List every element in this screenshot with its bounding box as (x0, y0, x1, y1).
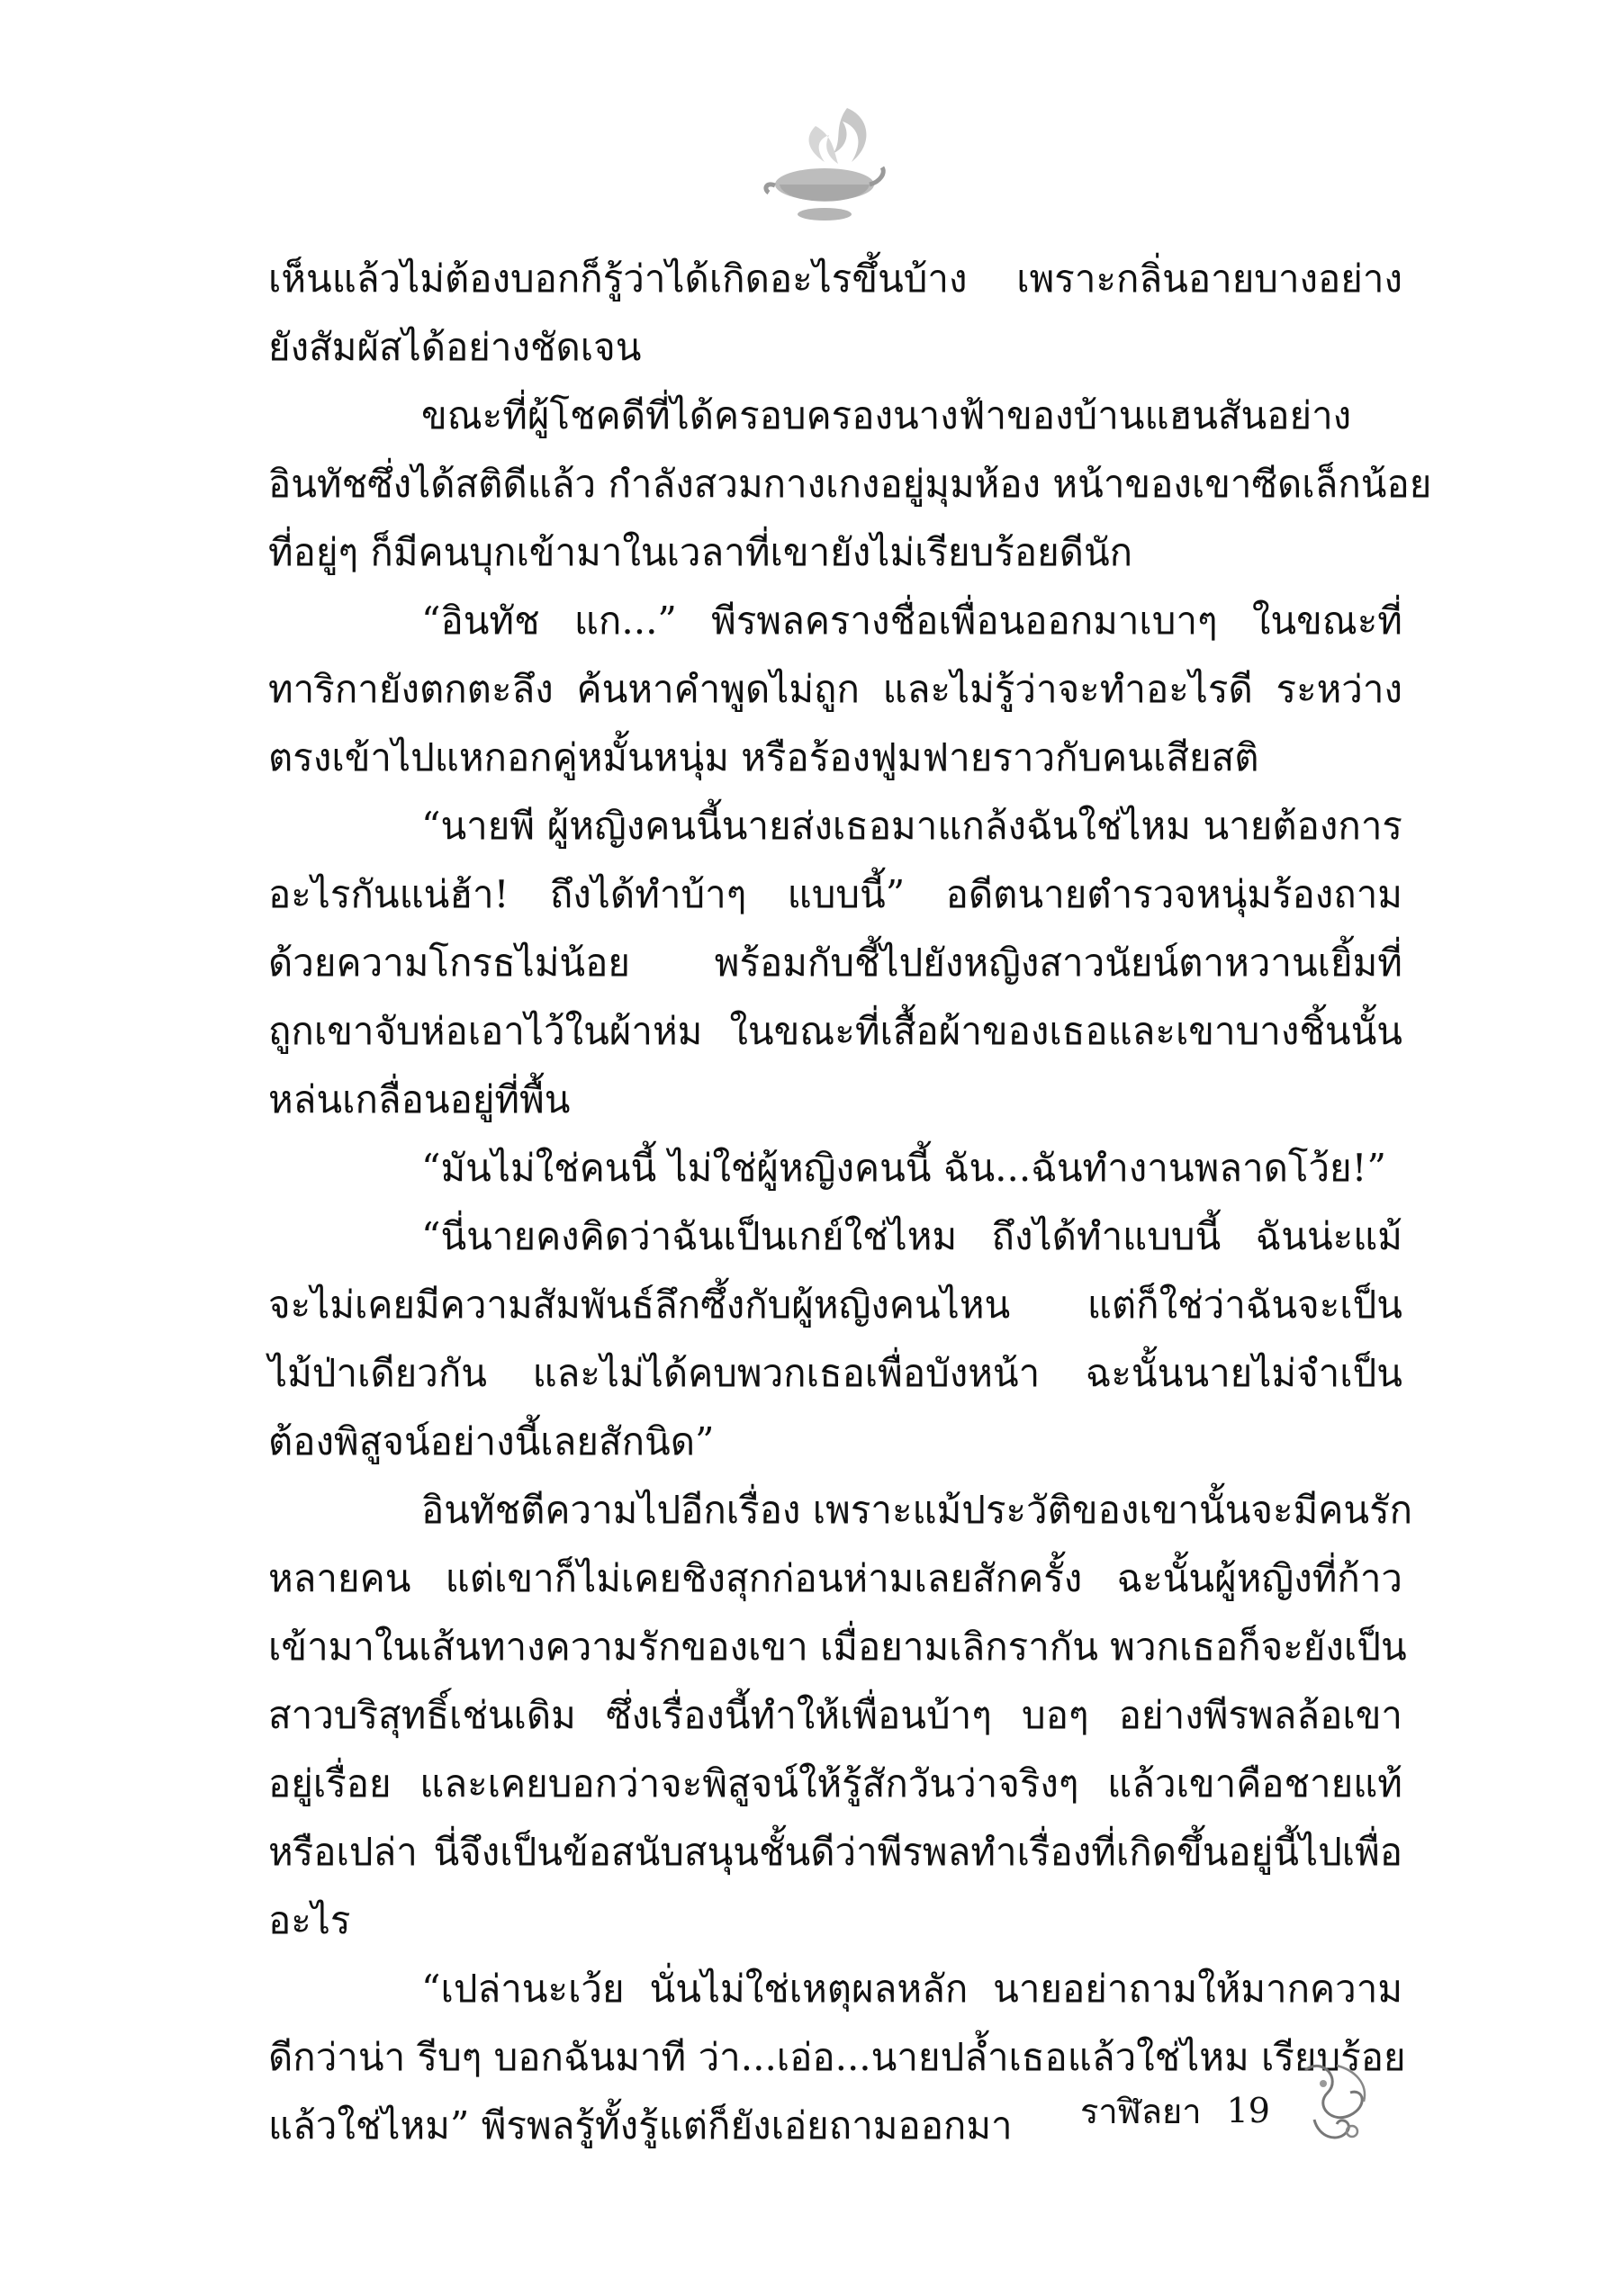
text-line: สาวบริสุทธิ์เช่นเดิม ซึ่งเรื่องนี้ทำให้เพื่อนบ้าๆ บอๆ อย่างพีรพลล้อเขา (268, 1693, 1402, 1737)
text-line: อินทัชซึ่งได้สติดีแล้ว กำลังสวมกางเกงอยู่มุมห้อง หน้าของเขาซีดเล็กน้อย (268, 462, 1432, 506)
text-line: “นี่นายคงคิดว่าฉันเป็นเกย์ใช่ไหม ถึงได้ทำแบบนี้ ฉันน่ะแม้ (421, 1214, 1402, 1258)
text-line: ต้องพิสูจน์อย่างนี้เลยสักนิด” (268, 1419, 715, 1463)
page-number: 19 (1226, 2091, 1270, 2130)
text-line: หลายคน แต่เขาก็ไม่เคยชิงสุกก่อนห่ามเลยสักครั้ง ฉะนั้นผู้หญิงที่ก้าว (268, 1556, 1402, 1600)
text-line: หล่นเกลื่อนอยู่ที่พื้น (268, 1077, 571, 1121)
text-line: จะไม่เคยมีความสัมพันธ์ลึกซึ้งกับผู้หญิงคนไหน แต่ก็ใช่ว่าฉันจะเป็น (268, 1283, 1402, 1327)
text-line: ที่อยู่ๆ ก็มีคนบุกเข้ามาในเวลาที่เขายังไม่เรียบร้อยดีนัก (268, 530, 1133, 574)
text-line: ทาริกายังตกตะลึง ค้นหาคำพูดไม่ถูก และไม่รู้ว่าจะทำอะไรดี ระหว่าง (268, 667, 1402, 711)
text-line: แล้วใช่ไหม” พีรพลรู้ทั้งรู้แต่ก็ยังเอ่ยถามออกมา (268, 2103, 1013, 2147)
body-text (268, 245, 1432, 2160)
text-line: อยู่เรื่อย และเคยบอกว่าจะพิสูจน์ให้รู้สักวันว่าจริงๆ แล้วเขาคือชายแท้ (268, 1761, 1402, 1805)
text-line: “อินทัช แก...” พีรพลครางชื่อเพื่อนออกมาเบาๆ ในขณะที่ (421, 599, 1402, 643)
text-line: ยังสัมผัสได้อย่างชัดเจน (268, 325, 642, 369)
text-line: “มันไม่ใช่คนนี้ ไม่ใช่ผู้หญิงคนนี้ ฉัน...ฉันทำงานพลาดโว้ย!” (421, 1146, 1386, 1190)
text-line: อะไร (268, 1898, 351, 1942)
text-line: ขณะที่ผู้โชคดีที่ได้ครอบครองนางฟ้าของบ้านแฮนสันอย่าง (421, 393, 1352, 437)
book-title: ราฬิลยา (1080, 2091, 1202, 2131)
text-line: เห็นแล้วไม่ต้องบอกก็รู้ว่าได้เกิดอะไรขึ้นบ้าง เพราะกลิ่นอายบางอย่าง (268, 257, 1402, 301)
page-footer (1080, 2075, 1270, 2147)
flourish-ornament-icon (1287, 2052, 1386, 2151)
text-line: ไม้ป่าเดียวกัน และไม่ได้คบพวกเธอเพื่อบังหน้า ฉะนั้นนายไม่จำเป็น (268, 1351, 1402, 1395)
text-line: “นายพี ผู้หญิงคนนี้นายส่งเธอมาแกล้งฉันใช่ไหม นายต้องการ (421, 804, 1402, 848)
text-line: ตรงเข้าไปแหกอกคู่หมั้นหนุ่ม หรือร้องฟูมฟายราวกับคนเสียสติ (268, 735, 1259, 779)
text-line: ดีกว่าน่า รีบๆ บอกฉันมาที ว่า...เอ่อ...นายปล้ำเธอแล้วใช่ไหม เรียบร้อย (268, 2035, 1406, 2079)
text-line: อะไรกันแน่ฮ้า! ถึงได้ทำบ้าๆ แบบนี้” อดีตนายตำรวจหนุ่มร้องถาม (268, 872, 1402, 916)
text-line: ด้วยความโกรธไม่น้อย พร้อมกับชี้ไปยังหญิงสาวนัยน์ตาหวานเยิ้มที่ (268, 941, 1402, 985)
text-line: เข้ามาในเส้นทางความรักของเขา เมื่อยามเลิกรากัน พวกเธอก็จะยังเป็น (268, 1625, 1407, 1669)
text-line: “เปล่านะเว้ย นั่นไม่ใช่เหตุผลหลัก นายอย่าถามให้มากความ (421, 1967, 1402, 2011)
text-line: หรือเปล่า นี่จึงเป็นข้อสนับสนุนชั้นดีว่าพีรพลทำเรื่องที่เกิดขึ้นอยู่นี้ไปเพื่อ (268, 1830, 1402, 1874)
text-line: ถูกเขาจับห่อเอาไว้ในผ้าห่ม ในขณะที่เสื้อผ้าของเธอและเขาบางชิ้นนั้น (268, 1009, 1402, 1053)
magic-lamp-emblem-icon (762, 99, 888, 234)
text-line: อินทัชตีความไปอีกเรื่อง เพราะแม้ประวัติของเขานั้นจะมีคนรัก (421, 1488, 1413, 1532)
